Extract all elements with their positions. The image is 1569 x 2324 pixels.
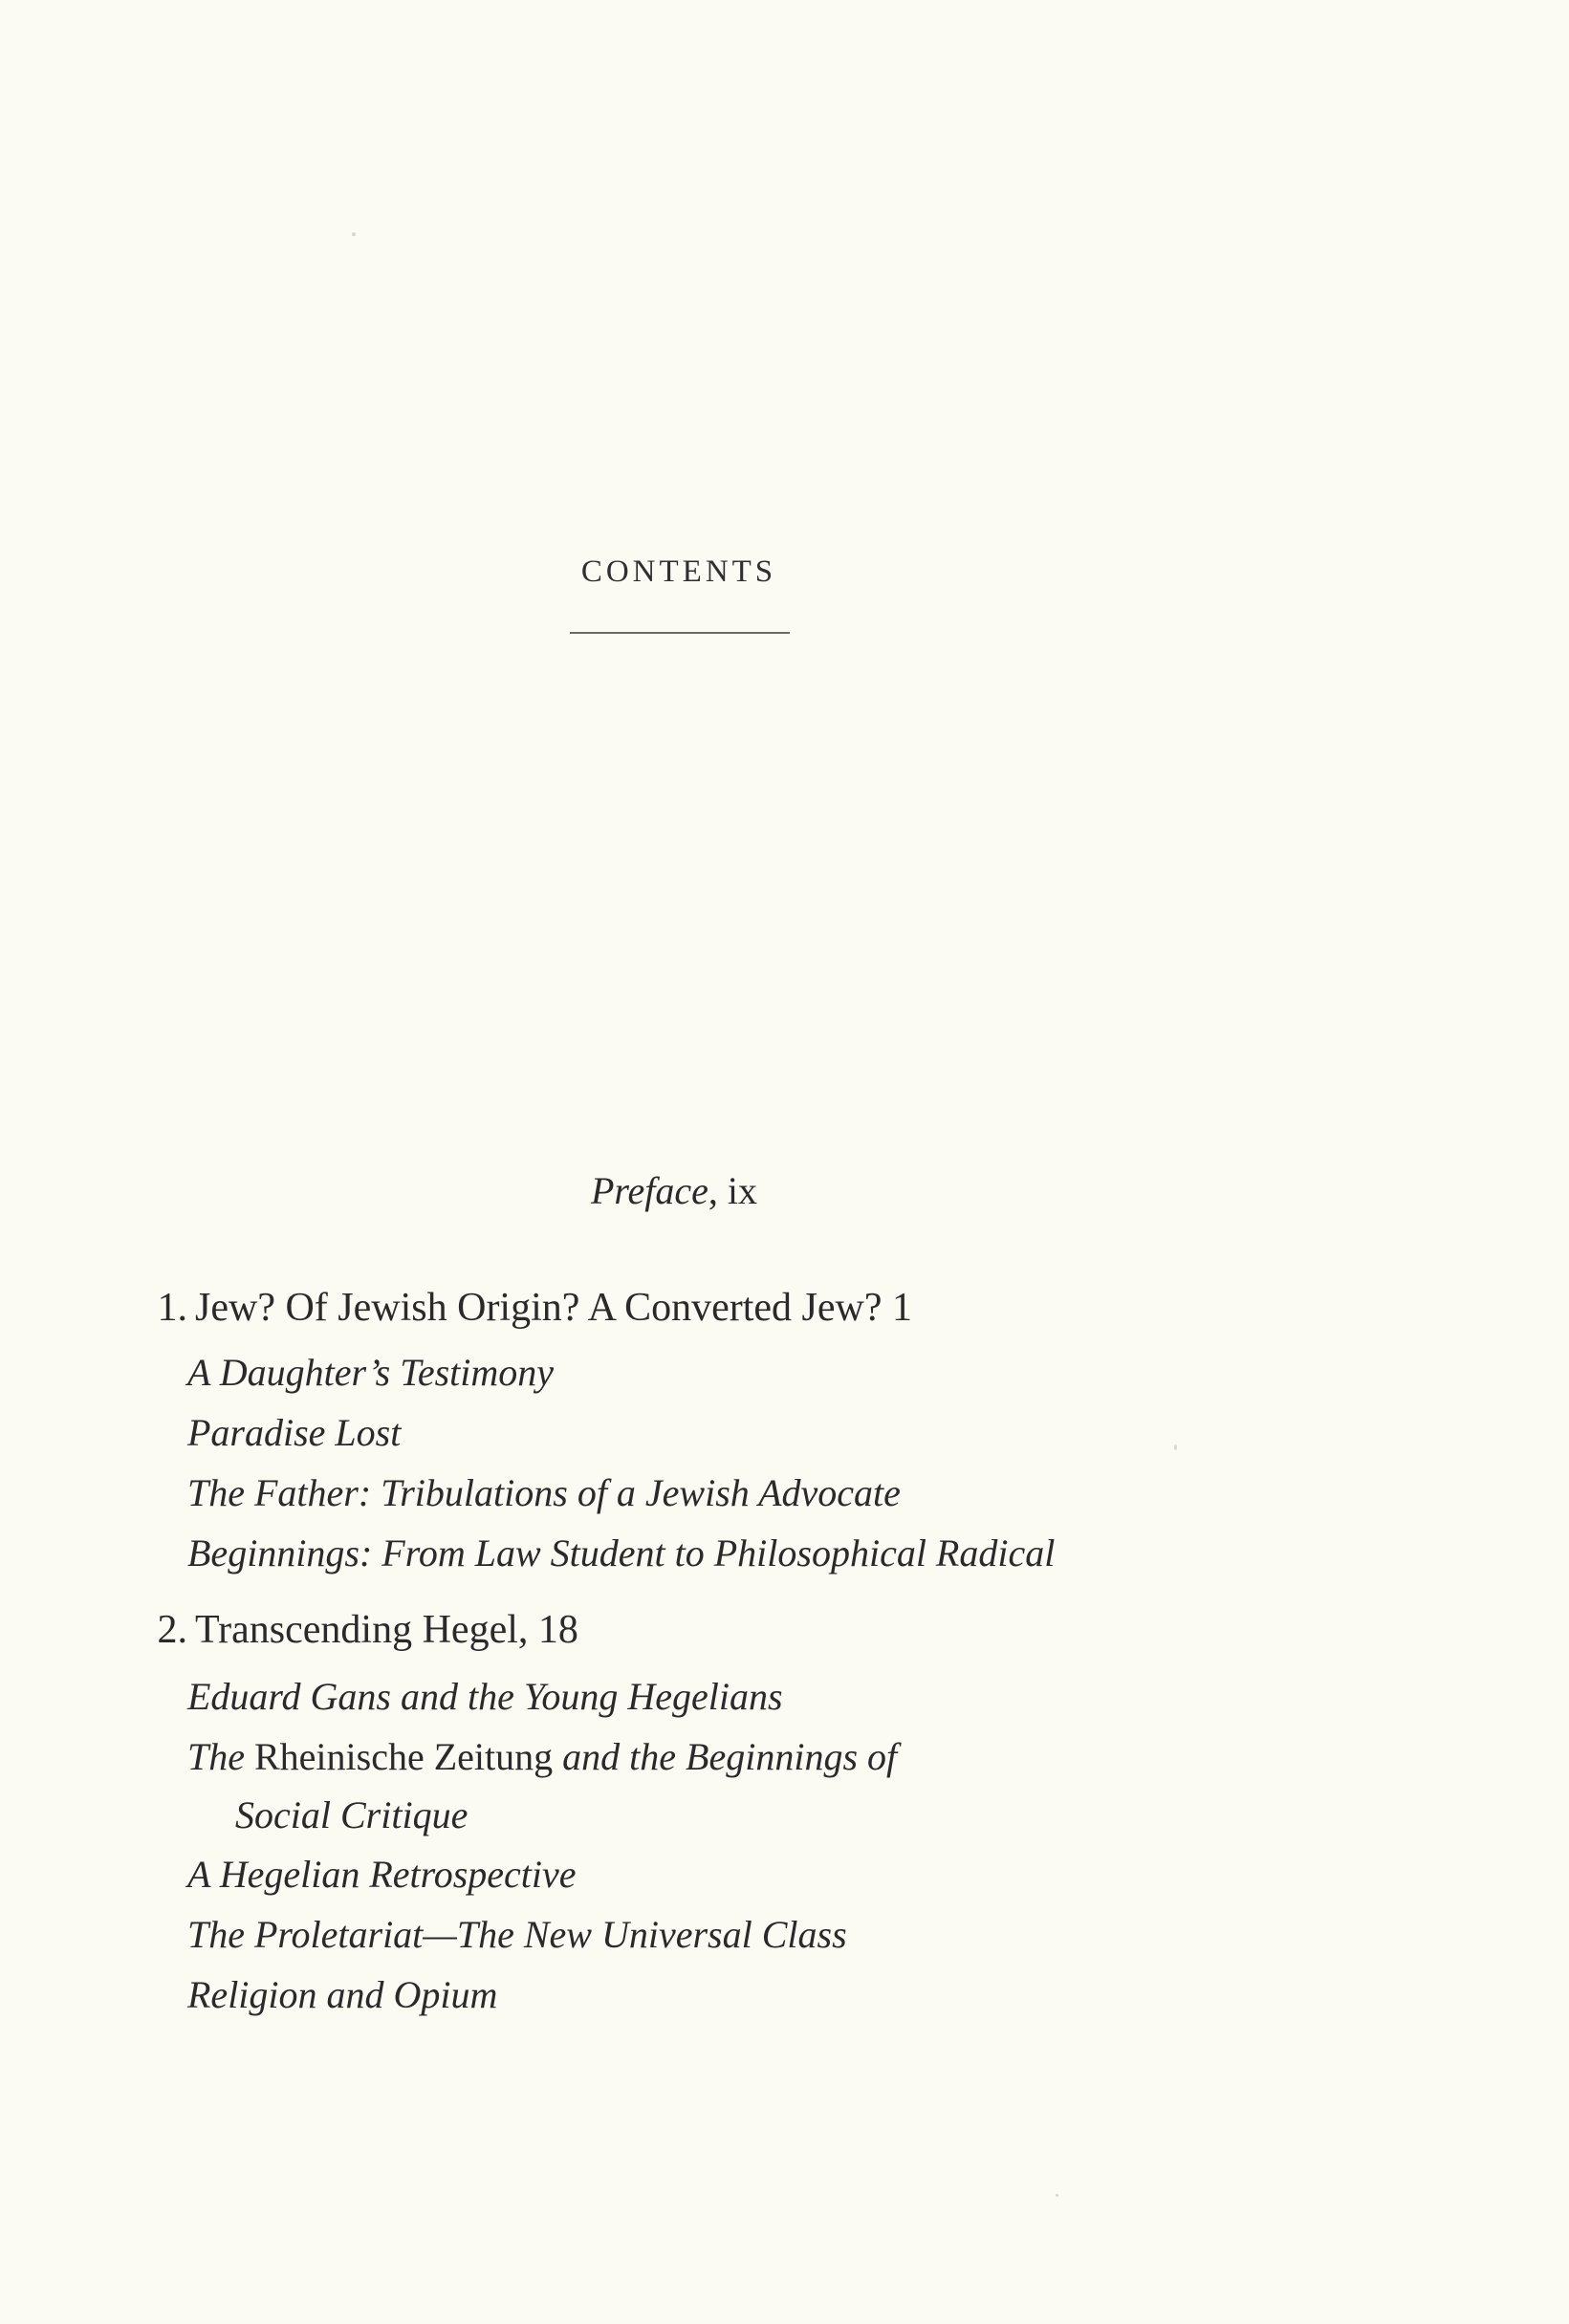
scan-speck <box>352 232 356 236</box>
section-2-lead: The <box>187 1735 254 1778</box>
chapter-2-section-3: A Hegelian Retrospective <box>187 1853 577 1896</box>
heading-rule <box>570 632 790 634</box>
chapter-2-section-4: The Proletariat—The New Universal Class <box>187 1913 847 1956</box>
chapter-2-page: 18 <box>537 1608 578 1652</box>
chapter-2-number: 2. <box>157 1608 187 1652</box>
preface-entry <box>0 1168 1348 1213</box>
chapter-1-section-4: Beginnings: From Law Student to Philosophical Radical <box>187 1531 1056 1575</box>
chapter-1-entry <box>134 1285 912 1331</box>
chapter-1-number: 1. <box>157 1286 187 1330</box>
preface-title: Preface <box>590 1169 708 1212</box>
preface-page: ix <box>727 1169 757 1212</box>
chapter-2-section-2 <box>187 1727 897 1787</box>
chapter-1-sections <box>187 1342 1055 1583</box>
scan-speck <box>1056 2194 1058 2197</box>
section-2-newspaper-title: Rheinische Zeitung <box>254 1735 554 1778</box>
page-heading: CONTENTS <box>580 554 777 589</box>
chapter-2-section-2-continuation: Social Critique <box>235 1793 469 1836</box>
chapter-2-title: Transcending Hegel, <box>195 1608 529 1652</box>
chapter-2-section-1: Eduard Gans and the Young Hegelians <box>187 1675 783 1718</box>
scan-speck <box>1174 1444 1177 1450</box>
chapter-1-section-3: The Father: Tribulations of a Jewish Advocate <box>187 1471 901 1514</box>
chapter-1-section-1: A Daughter’s Testimony <box>187 1351 555 1394</box>
chapter-2-entry <box>134 1607 578 1653</box>
chapter-2-section-5: Religion and Opium <box>187 1973 498 2016</box>
chapter-2-sections <box>187 1666 897 2025</box>
preface-separator: , <box>708 1169 728 1212</box>
section-2-trail: and the Beginnings of <box>553 1735 898 1778</box>
chapter-1-section-2: Paradise Lost <box>187 1411 402 1454</box>
chapter-1-title: Jew? Of Jewish Origin? A Converted Jew? <box>195 1286 883 1330</box>
chapter-1-page: 1 <box>892 1286 913 1330</box>
